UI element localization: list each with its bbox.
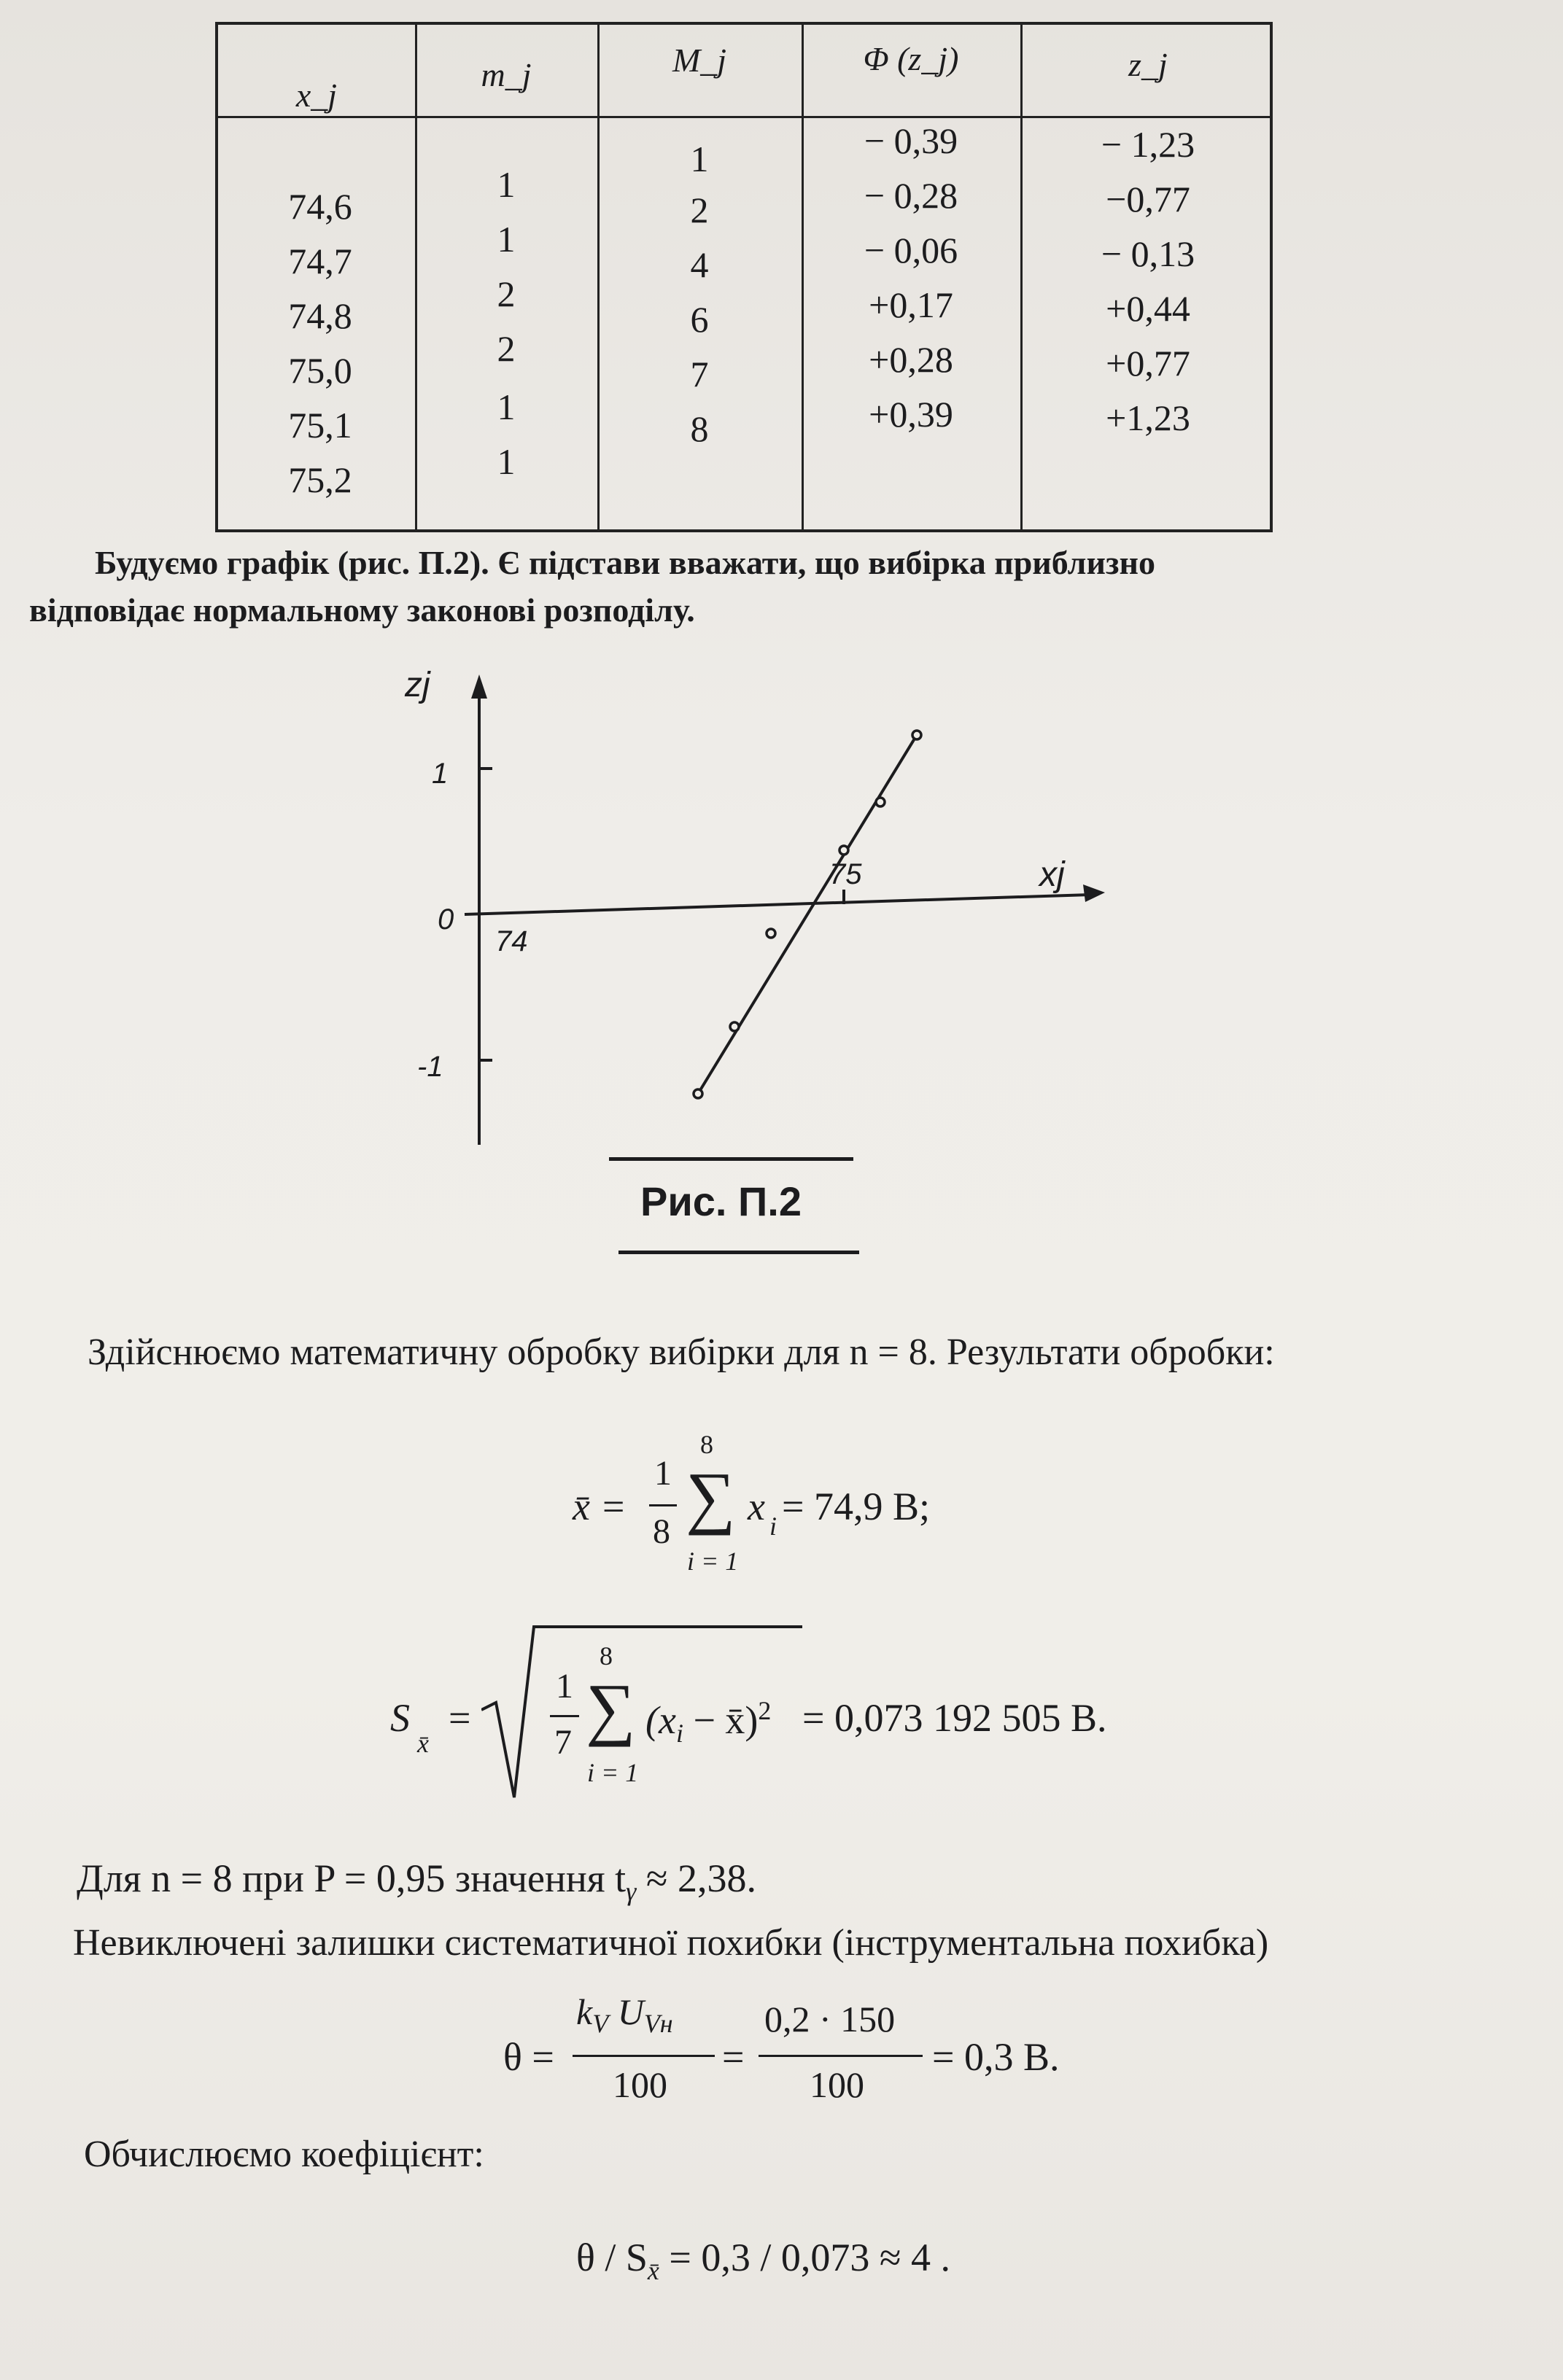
cell-z-2: −0,77 <box>1106 179 1190 219</box>
paragraph-coefficient: Обчислюємо коефіцієнт: <box>84 2134 484 2175</box>
data-point-1 <box>694 1089 702 1098</box>
sum-symbol: ∑ <box>686 1458 736 1536</box>
cell-M-4: 6 <box>690 299 709 340</box>
fit-line <box>698 735 917 1094</box>
cell-x-2: 74,7 <box>288 241 352 281</box>
paragraph-graph-line2: відповідає нормальному законові розподілу. <box>29 591 695 629</box>
cell-m-5: 1 <box>497 386 516 427</box>
cell-x-1: 74,6 <box>288 186 352 227</box>
mean-sub: i <box>769 1512 777 1541</box>
caption-top-rule <box>609 1157 853 1161</box>
mean-lhs: x̄ = <box>573 1485 627 1528</box>
std-frac-num: 1 <box>556 1667 573 1706</box>
header-Mj: M_j <box>672 42 727 79</box>
y-tick-label-minus1: -1 <box>417 1051 443 1083</box>
sum-symbol-2: ∑ <box>586 1669 636 1747</box>
theta-den-b: 100 <box>810 2064 864 2105</box>
figure-caption: Рис. П.2 <box>640 1178 802 1224</box>
x-tick-label-75: 75 <box>829 858 862 890</box>
cell-m-4: 2 <box>497 328 516 369</box>
formula-ratio: $\theta / S_{x̄} = 0,3 / 0,073 \approx 4$ . <box>576 2236 950 2285</box>
cell-M-6: 8 <box>690 408 709 449</box>
cell-M-3: 4 <box>690 244 709 285</box>
header-xj: x_j <box>295 77 338 114</box>
std-lhs: S <box>390 1696 410 1740</box>
y-tick-label-0: 0 <box>438 903 454 936</box>
cell-z-6: +1,23 <box>1106 397 1190 438</box>
caption-bottom-rule <box>618 1251 859 1254</box>
std-frac-den: 7 <box>554 1723 572 1762</box>
mean-body: x <box>748 1485 765 1528</box>
std-sum-top: 8 <box>600 1641 613 1671</box>
cell-phi-5: +0,28 <box>869 339 953 380</box>
data-point-6 <box>912 731 921 739</box>
mean-sum-top: 8 <box>700 1430 713 1459</box>
std-body: ($x_i$ − x̄)$^2$ <box>645 1696 772 1748</box>
theta-num: $k_V$ $U_{Vн}$ <box>576 1991 673 2038</box>
cell-m-2: 1 <box>497 219 516 260</box>
cell-phi-1: − 0,39 <box>864 120 958 161</box>
std-sum-bottom: i = 1 <box>587 1758 639 1787</box>
cell-z-4: +0,44 <box>1106 288 1190 329</box>
cell-z-5: +0,77 <box>1106 343 1190 384</box>
y-axis-label: zj <box>405 666 430 704</box>
theta-result: = 0,3 В. <box>932 2035 1060 2079</box>
cell-m-1: 1 <box>497 164 516 205</box>
cell-M-2: 2 <box>690 190 709 230</box>
cell-phi-4: +0,17 <box>869 284 953 325</box>
x-tick-label-74: 74 <box>495 925 528 957</box>
paragraph-graph-line1: Будуємо графік (рис. П.2). Є підстави вважати, що вибірка приблизно <box>95 544 1155 581</box>
y-tick-label-1: 1 <box>432 758 449 790</box>
x-axis <box>465 895 1090 914</box>
cell-m-3: 2 <box>497 273 516 314</box>
std-lhs-sub: x̄ <box>417 1729 429 1758</box>
data-point-2 <box>730 1022 739 1031</box>
x-axis-label: xj <box>1039 855 1065 894</box>
cell-m-6: 1 <box>497 441 516 482</box>
mean-sum-bottom: i = 1 <box>687 1547 739 1576</box>
theta-lhs: θ = <box>503 2035 554 2079</box>
paragraph-systematic: Невиключені залишки систематичної похибки (інструментальна похибка) <box>73 1922 1269 1964</box>
cell-x-6: 75,2 <box>288 459 352 500</box>
header-zj: z_j <box>1128 46 1168 83</box>
paragraph-processing: Здійснюємо математичну обробку вибірки для n = 8. Результати обробки: <box>88 1331 1275 1373</box>
cell-M-5: 7 <box>690 354 709 394</box>
header-mj: m_j <box>481 56 532 93</box>
cell-x-4: 75,0 <box>288 350 352 391</box>
data-point-5 <box>876 798 885 806</box>
cell-z-1: − 1,23 <box>1101 124 1195 165</box>
plot-ticks <box>479 769 844 1060</box>
figure-plot <box>379 642 1152 1167</box>
data-point-4 <box>839 846 848 855</box>
data-table <box>215 22 1273 532</box>
data-point-3 <box>767 929 775 938</box>
cell-x-3: 74,8 <box>288 295 352 336</box>
theta-num-b: 0,2 · 150 <box>764 1999 896 2039</box>
plot-axes <box>465 674 1105 1145</box>
std-eq: = <box>449 1696 471 1740</box>
plot-labels <box>404 666 1066 1083</box>
mean-result: = 74,9 В; <box>782 1485 930 1528</box>
cell-z-3: − 0,13 <box>1101 233 1195 274</box>
cell-phi-3: − 0,06 <box>864 230 958 271</box>
theta-den: 100 <box>613 2064 667 2105</box>
paragraph-student: Для n = 8 при P = 0,95 значення $t_\gamma \approx 2,38$. <box>77 1856 756 1906</box>
mean-frac-den: 8 <box>653 1512 670 1551</box>
cell-x-5: 75,1 <box>288 405 352 446</box>
theta-eq2: = <box>722 2035 745 2079</box>
mean-frac-num: 1 <box>654 1454 672 1493</box>
cell-phi-6: +0,39 <box>869 394 953 435</box>
plot-marks <box>694 731 921 1098</box>
std-result: = 0,073 192 505 В. <box>802 1696 1107 1740</box>
y-axis-arrow <box>471 674 487 699</box>
x-axis-arrow <box>1083 884 1105 902</box>
cell-M-1: 1 <box>690 139 709 179</box>
cell-phi-2: − 0,28 <box>864 175 958 216</box>
header-phi: Φ (z_j) <box>863 40 959 77</box>
